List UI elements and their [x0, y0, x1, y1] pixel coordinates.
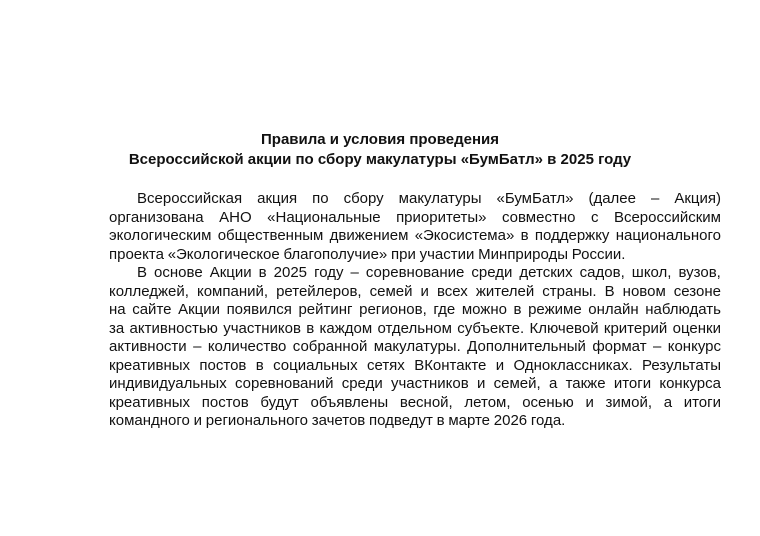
word: «Национальные	[267, 208, 381, 226]
word: поддержку	[534, 227, 610, 244]
word: Результаты	[642, 356, 721, 374]
word: макулатуры	[398, 190, 482, 207]
document-title-line-1: Правила и условия проведения	[261, 131, 499, 148]
word: –	[650, 190, 660, 207]
word: в	[520, 227, 529, 244]
word: за	[109, 319, 125, 337]
word: «БумБатл»	[496, 190, 574, 207]
word: 2026	[493, 412, 528, 429]
word: вузов,	[678, 264, 721, 281]
word: регионального	[205, 412, 308, 429]
word: креативных	[109, 393, 191, 411]
word: движением	[329, 227, 409, 244]
word: проекта	[109, 245, 164, 263]
word: среди	[341, 375, 383, 392]
word: регионов,	[359, 301, 427, 318]
paragraph-2-line	[109, 283, 721, 302]
word: Одноклассниках.	[513, 356, 633, 374]
word: году	[314, 264, 344, 281]
word: Всероссийским	[613, 208, 721, 226]
word: критерий	[603, 319, 668, 337]
word: садов,	[579, 264, 625, 281]
word: Акции	[209, 264, 252, 281]
paragraph-2-line	[109, 412, 721, 431]
paragraph-2-line	[109, 320, 721, 339]
paragraph-2-line	[109, 264, 721, 283]
word: в	[306, 319, 315, 337]
word: Акции	[178, 301, 220, 318]
word: можно	[461, 301, 507, 318]
word: –	[193, 338, 202, 355]
word: макулатуры.	[373, 338, 461, 355]
word: наблюдать	[645, 301, 721, 318]
word: среди	[471, 264, 513, 281]
document-body	[109, 190, 721, 431]
word: конкурса	[659, 375, 721, 392]
word: формат	[592, 338, 647, 355]
word: сайте	[132, 301, 172, 318]
word: рейтинг	[298, 301, 353, 318]
paragraph-1-line	[109, 209, 721, 228]
word: Акция)	[674, 190, 721, 207]
word: оценки	[672, 319, 721, 337]
word: марте	[448, 412, 491, 429]
paragraph-1-line	[109, 227, 721, 246]
word: собранной	[292, 338, 368, 355]
word: в	[258, 264, 267, 281]
paragraph-2-line	[109, 338, 721, 357]
word: 2025	[273, 264, 308, 281]
word: и	[420, 282, 429, 300]
word: объявлены	[310, 393, 389, 411]
word: детских	[519, 264, 573, 281]
word: семей,	[493, 375, 541, 392]
word: при	[391, 245, 416, 263]
word: В	[137, 264, 148, 281]
paragraph-1-line	[109, 246, 721, 265]
word: акция	[257, 190, 298, 207]
word: постов	[201, 393, 249, 411]
word: а	[548, 375, 558, 392]
word: (далее	[588, 190, 636, 207]
paragraph-2-line	[109, 301, 721, 320]
word: будут	[260, 393, 299, 411]
paragraph-1-line	[109, 190, 721, 209]
word: активностью	[129, 319, 218, 337]
word: семей	[369, 282, 413, 300]
word: индивидуальных	[109, 375, 227, 392]
word: ВКонтакте	[414, 356, 487, 374]
word: АНО	[219, 208, 252, 226]
paragraph-2-line	[109, 375, 721, 394]
word: Всероссийская	[137, 190, 243, 207]
word: –	[652, 338, 662, 355]
word: национального	[615, 227, 721, 244]
word: отдельном	[377, 319, 452, 337]
word: участников	[390, 375, 469, 392]
word: итоги	[613, 375, 652, 392]
word: в	[513, 301, 522, 318]
word: участии	[419, 245, 475, 263]
document-title-line-2: Всероссийской акции по сбору макулатуры «БумБатл» в 2025 году	[128, 151, 632, 168]
word: «Экологическое	[167, 245, 280, 263]
word: школ,	[631, 264, 672, 281]
word: экологическим	[109, 227, 212, 244]
word: и	[193, 412, 203, 429]
word: совместно	[502, 208, 576, 226]
word: и	[476, 375, 486, 392]
word: зимой,	[605, 393, 652, 411]
word: в	[255, 356, 264, 374]
word: на	[109, 301, 126, 318]
word: постов	[199, 356, 247, 374]
paragraph-2-line	[109, 357, 721, 376]
word: компаний,	[196, 282, 269, 300]
word: с	[590, 208, 599, 226]
word: новом	[622, 282, 666, 300]
word: режиме	[528, 301, 582, 318]
word: конкурс	[667, 338, 721, 355]
word: всех	[436, 282, 468, 300]
word: подведут	[369, 412, 433, 429]
word: жителей	[475, 282, 535, 300]
word: Минприроды	[478, 245, 569, 263]
word: России.	[571, 245, 626, 263]
paragraph-2-line	[109, 394, 721, 413]
word: креативных	[109, 356, 191, 374]
word: Дополнительный	[467, 338, 586, 355]
word: организована	[109, 208, 204, 226]
word: а	[663, 393, 673, 411]
word: сетях	[366, 356, 405, 374]
word: зачетов	[311, 412, 366, 429]
word: сбору	[343, 190, 384, 207]
word: –	[350, 264, 359, 281]
word: участников	[223, 319, 301, 337]
word: «Экосистема»	[414, 227, 515, 244]
word: благополучие»	[283, 245, 388, 263]
word: социальных	[273, 356, 358, 374]
word: и	[585, 393, 594, 411]
word: колледжей,	[109, 282, 189, 300]
word: соревнований	[234, 375, 334, 392]
word: появился	[226, 301, 292, 318]
word: страны.	[542, 282, 597, 300]
word: основе	[154, 264, 203, 281]
word: сезоне	[673, 282, 721, 300]
word: количество	[207, 338, 287, 355]
word: приоритеты»	[396, 208, 487, 226]
word: по	[312, 190, 329, 207]
word: командного	[109, 412, 190, 429]
word: летом,	[464, 393, 511, 411]
word: общественным	[217, 227, 324, 244]
word: Ключевой	[529, 319, 599, 337]
word: каждом	[319, 319, 373, 337]
word: ретейлеров,	[276, 282, 362, 300]
word: осенью	[522, 393, 574, 411]
word: соревнование	[365, 264, 465, 281]
word: года.	[530, 412, 566, 429]
word: В	[604, 282, 615, 300]
word: итоги	[683, 393, 721, 411]
word: субъекте.	[457, 319, 525, 337]
word: и	[495, 356, 505, 374]
word: в	[436, 412, 445, 429]
word: онлайн	[588, 301, 639, 318]
word: весной,	[399, 393, 453, 411]
word: активности	[109, 338, 187, 355]
word: также	[565, 375, 606, 392]
word: где	[433, 301, 456, 318]
